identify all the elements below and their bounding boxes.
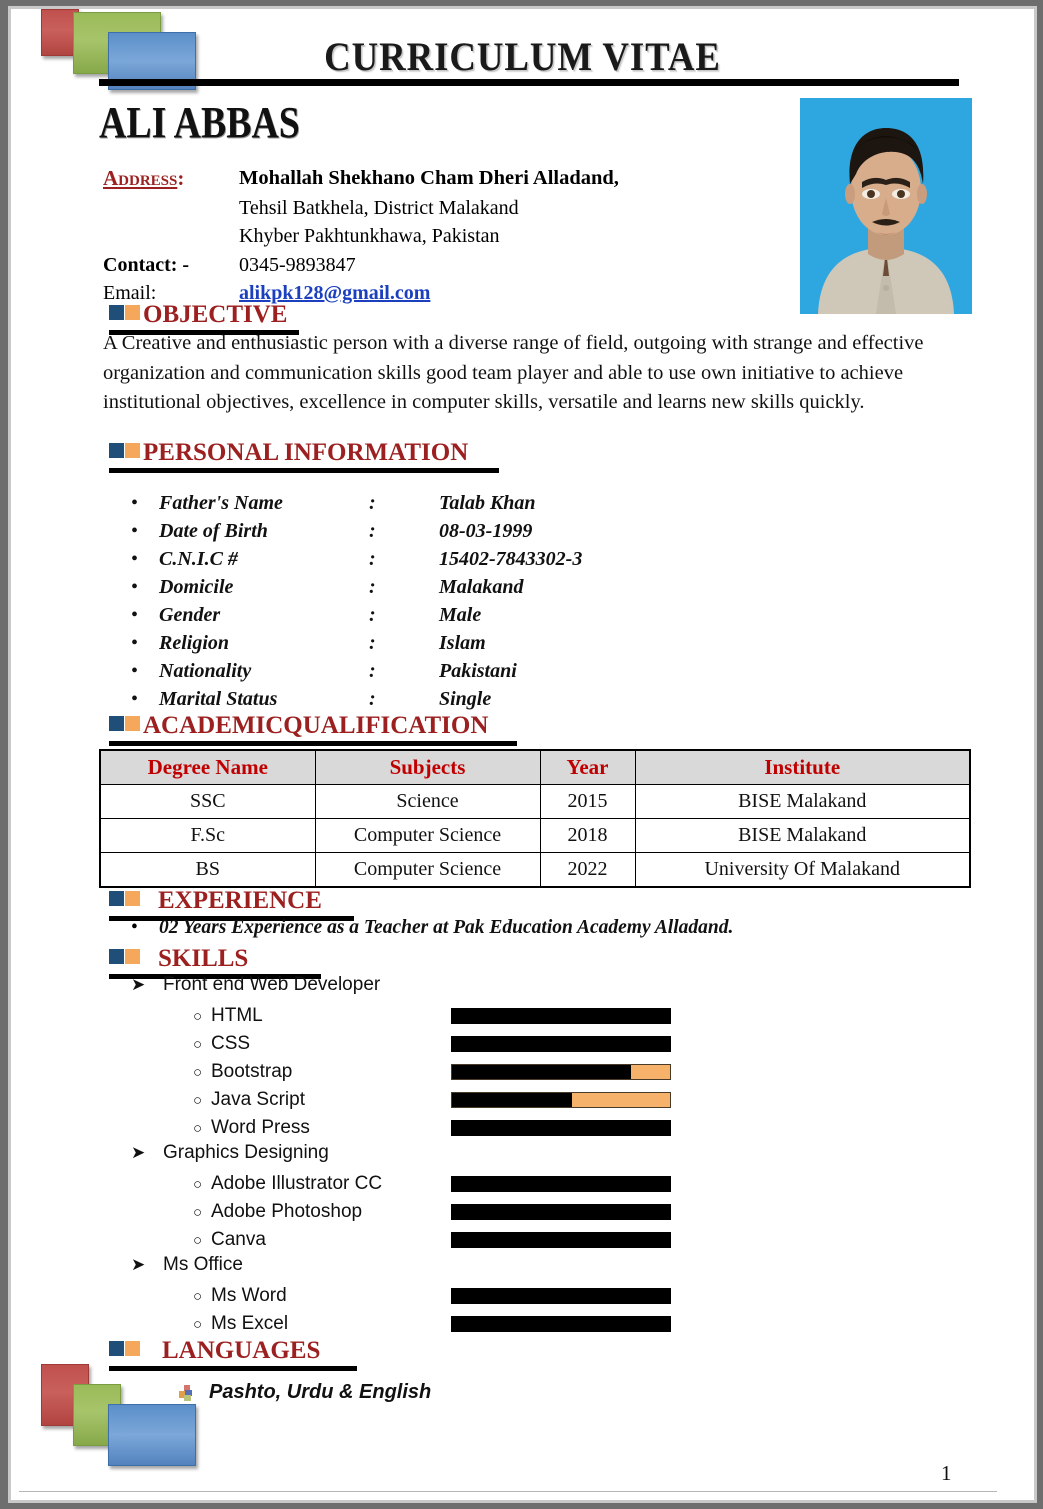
- table-cell: BS: [100, 853, 315, 887]
- table-row: [100, 785, 970, 819]
- languages-heading-text: LANGUAGES: [162, 1337, 321, 1364]
- bullet-icon: •: [131, 492, 139, 514]
- skill-progress-fill: [451, 1316, 671, 1332]
- table-body: [100, 785, 970, 887]
- skill-item: [131, 1058, 731, 1086]
- academic-qualification-heading-text: ACADEMICQUALIFICATION: [143, 712, 489, 739]
- skill-progress-fill: [452, 1065, 631, 1079]
- bullet-icon: •: [131, 660, 139, 682]
- table-row: [100, 853, 970, 887]
- skill-item: [131, 1226, 731, 1254]
- address-line-3: Khyber Pakhtunkhawa, Pakistan: [239, 225, 500, 248]
- table-cell: University Of Malakand: [635, 853, 970, 887]
- bullet-icon: •: [131, 548, 139, 570]
- skill-progress-bar: [451, 1092, 671, 1108]
- language-item-text: Pashto, Urdu & English: [209, 1381, 432, 1403]
- bullet-icon: •: [131, 604, 139, 626]
- personal-info-value: 15402-7843302-3: [439, 548, 583, 570]
- skill-item: [131, 1030, 731, 1058]
- skill-label: HTML: [211, 1005, 263, 1026]
- skill-progress-bar: [451, 1232, 671, 1248]
- profile-photo: [800, 98, 972, 314]
- table-cell: 2018: [540, 819, 635, 853]
- address-label: [103, 164, 239, 194]
- skill-item: [131, 1114, 731, 1142]
- blue-square-icon: [109, 891, 124, 906]
- email-link[interactable]: alikpk128@gmail.com: [239, 281, 431, 304]
- skill-progress-bar: [451, 1316, 671, 1332]
- personal-info-separator: :: [369, 576, 376, 598]
- personal-info-key: Domicile: [159, 576, 234, 598]
- circle-bullet-icon: ○: [193, 1091, 203, 1109]
- skill-progress-bar: [451, 1204, 671, 1220]
- personal-info-value: Talab Khan: [439, 492, 536, 514]
- circle-bullet-icon: ○: [193, 1203, 203, 1221]
- blue-square-icon: [109, 305, 124, 320]
- personal-info-row: [131, 573, 582, 601]
- bullet-icon: •: [131, 576, 139, 598]
- email-label: Email:: [103, 281, 157, 304]
- skill-label: CSS: [211, 1033, 251, 1054]
- personal-info-separator: :: [369, 604, 376, 626]
- table-cell: 2022: [540, 853, 635, 887]
- skill-item: [131, 1086, 731, 1114]
- orange-square-icon: [125, 305, 140, 320]
- cv-page: [11, 9, 1034, 1500]
- personal-info-separator: :: [369, 632, 376, 654]
- experience-item: [131, 917, 733, 939]
- arrow-bullet-icon: ➤: [131, 975, 146, 994]
- table-cell: Computer Science: [315, 819, 540, 853]
- title-divider: [99, 79, 959, 86]
- skill-item: [131, 1310, 731, 1338]
- table-column-header: Year: [540, 750, 635, 785]
- skill-group-label: Front end Web Developer: [163, 974, 381, 995]
- skill-group: [131, 1254, 731, 1282]
- personal-information-list: [131, 489, 582, 713]
- skill-progress-bar: [451, 1176, 671, 1192]
- personal-info-separator: :: [369, 492, 376, 514]
- skill-progress-fill: [451, 1036, 671, 1052]
- table-cell: F.Sc: [100, 819, 315, 853]
- table-column-header: Institute: [635, 750, 970, 785]
- skill-progress-fill: [451, 1120, 671, 1136]
- personal-info-row: [131, 685, 582, 713]
- bullet-icon: •: [131, 688, 139, 710]
- address-row-3: [103, 222, 619, 250]
- skill-label: Ms Excel: [211, 1313, 289, 1334]
- skill-progress-fill: [451, 1288, 671, 1304]
- personal-information-heading-text: PERSONAL INFORMATION: [143, 439, 469, 466]
- bullet-icon: •: [131, 917, 138, 938]
- skill-progress-fill: [452, 1093, 572, 1107]
- skill-group-label: Ms Office: [163, 1254, 243, 1275]
- address-spacer: [103, 194, 239, 222]
- skill-progress-bar: [451, 1064, 671, 1080]
- academic-qualification-heading-underline: [109, 741, 517, 746]
- portrait-illustration: [800, 98, 972, 314]
- skill-progress-fill: [451, 1008, 671, 1024]
- decorative-block-blue-bottom: [108, 1404, 196, 1466]
- personal-info-key: Date of Birth: [159, 520, 268, 542]
- arrow-bullet-icon: ➤: [131, 1143, 146, 1162]
- skill-label: Word Press: [211, 1117, 310, 1138]
- address-line-1: Mohallah Shekhano Cham Dheri Alladand,: [239, 167, 619, 189]
- personal-info-value: Malakand: [439, 576, 524, 598]
- section-heading-experience: [109, 887, 354, 921]
- language-item: [179, 1381, 431, 1404]
- orange-square-icon: [125, 716, 140, 731]
- phone-number: 0345-9893847: [239, 253, 356, 276]
- table-cell: 2015: [540, 785, 635, 819]
- academic-qualification-table: [99, 749, 971, 888]
- personal-info-key: Marital Status: [159, 688, 278, 710]
- orange-square-icon: [125, 949, 140, 964]
- blue-square-icon: [109, 1341, 124, 1356]
- personal-info-key: C.N.I.C #: [159, 548, 238, 570]
- contact-label: Contact: -: [103, 253, 190, 276]
- circle-bullet-icon: ○: [193, 1231, 203, 1249]
- contact-block: [103, 164, 619, 307]
- table-cell: BISE Malakand: [635, 785, 970, 819]
- skill-progress-bar: [451, 1036, 671, 1052]
- candidate-name: ALI ABBAS: [99, 98, 300, 147]
- personal-info-value: Pakistani: [439, 660, 517, 682]
- skill-item: [131, 1170, 731, 1198]
- table-cell: Science: [315, 785, 540, 819]
- skill-label: Adobe Photoshop: [211, 1201, 363, 1222]
- address-spacer-2: [103, 222, 239, 250]
- table-header-row: [100, 750, 970, 785]
- skill-label: Ms Word: [211, 1285, 287, 1306]
- page-frame-inner: [8, 6, 1037, 1503]
- orange-square-icon: [125, 891, 140, 906]
- bullet-icon: •: [131, 520, 139, 542]
- experience-item-text: 02 Years Experience as a Teacher at Pak Education Academy Alladand.: [159, 917, 734, 938]
- skill-group: [131, 974, 731, 1002]
- page-title: CURRICULUM VITAE: [324, 34, 721, 79]
- circle-bullet-icon: ○: [193, 1119, 203, 1137]
- blue-square-icon: [109, 443, 124, 458]
- blue-square-icon: [109, 716, 124, 731]
- objective-paragraph: A Creative and enthusiastic person with a diverse range of field, outgoing with strange and effective organization and communication skills good team player and able to use own initiative to achieve institutional objectives, excellence in computer skills, versatile and learns new skills quickly.: [103, 332, 924, 414]
- table-header: [100, 750, 970, 785]
- table-cell: Computer Science: [315, 853, 540, 887]
- personal-info-row: [131, 545, 582, 573]
- circle-bullet-icon: ○: [193, 1315, 203, 1333]
- address-label-colon: :: [177, 166, 185, 190]
- diamond-marker-icon: [179, 1385, 195, 1401]
- arrow-bullet-icon: ➤: [131, 1255, 146, 1274]
- section-heading-academic-qualification: [109, 712, 517, 746]
- table-column-header: Degree Name: [100, 750, 315, 785]
- skill-item: [131, 1282, 731, 1310]
- objective-heading-text: OBJECTIVE: [143, 301, 288, 328]
- personal-info-key: Father's Name: [159, 492, 283, 514]
- footer-divider: [19, 1491, 997, 1492]
- skill-label: Bootstrap: [211, 1061, 293, 1082]
- circle-bullet-icon: ○: [193, 1035, 203, 1053]
- personal-info-value: Male: [439, 604, 482, 626]
- personal-info-key: Gender: [159, 604, 221, 626]
- skill-group: [131, 1142, 731, 1170]
- personal-info-row: [131, 601, 582, 629]
- skills-heading-text: SKILLS: [158, 945, 249, 972]
- personal-info-row: [131, 489, 582, 517]
- personal-info-value: Single: [439, 688, 492, 710]
- table-cell: BISE Malakand: [635, 819, 970, 853]
- table-row: [100, 819, 970, 853]
- orange-square-icon: [125, 1341, 140, 1356]
- personal-info-row: [131, 517, 582, 545]
- personal-info-value: Islam: [439, 632, 486, 654]
- skill-progress-fill: [451, 1232, 671, 1248]
- personal-info-key: Religion: [159, 632, 230, 654]
- skill-item: [131, 1198, 731, 1226]
- skill-progress-fill: [451, 1204, 671, 1220]
- circle-bullet-icon: ○: [193, 1175, 203, 1193]
- personal-info-separator: :: [369, 688, 376, 710]
- section-heading-languages: [109, 1337, 357, 1371]
- skill-label: Adobe Illustrator CC: [211, 1173, 383, 1194]
- bullet-icon: •: [131, 632, 139, 654]
- table-column-header: Subjects: [315, 750, 540, 785]
- section-heading-personal-information: [109, 439, 499, 473]
- personal-info-row: [131, 657, 582, 685]
- address-row: [103, 164, 619, 194]
- skill-label: Canva: [211, 1229, 266, 1250]
- experience-heading-text: EXPERIENCE: [158, 887, 322, 914]
- personal-info-separator: :: [369, 520, 376, 542]
- address-line-2: Tehsil Batkhela, District Malakand: [239, 196, 519, 219]
- skill-progress-bar: [451, 1120, 671, 1136]
- address-label-text: Address: [103, 166, 178, 190]
- personal-info-separator: :: [369, 660, 376, 682]
- skill-progress-fill: [451, 1176, 671, 1192]
- personal-information-heading-underline: [109, 468, 499, 473]
- personal-info-row: [131, 629, 582, 657]
- phone-row: [103, 251, 619, 279]
- circle-bullet-icon: ○: [193, 1063, 203, 1081]
- blue-square-icon: [109, 949, 124, 964]
- skill-label: Java Script: [211, 1089, 305, 1110]
- languages-heading-underline: [109, 1366, 357, 1371]
- personal-info-value: 08-03-1999: [439, 520, 533, 542]
- page-number: 1: [941, 1461, 952, 1485]
- orange-square-icon: [125, 443, 140, 458]
- personal-info-key: Nationality: [159, 660, 252, 682]
- skills-list: [131, 974, 731, 1338]
- skill-progress-bar: [451, 1008, 671, 1024]
- skill-progress-bar: [451, 1288, 671, 1304]
- skill-item: [131, 1002, 731, 1030]
- table-cell: SSC: [100, 785, 315, 819]
- skill-group-label: Graphics Designing: [163, 1142, 329, 1163]
- circle-bullet-icon: ○: [193, 1007, 203, 1025]
- address-row-2: [103, 194, 619, 222]
- personal-info-separator: :: [369, 548, 376, 570]
- circle-bullet-icon: ○: [193, 1287, 203, 1305]
